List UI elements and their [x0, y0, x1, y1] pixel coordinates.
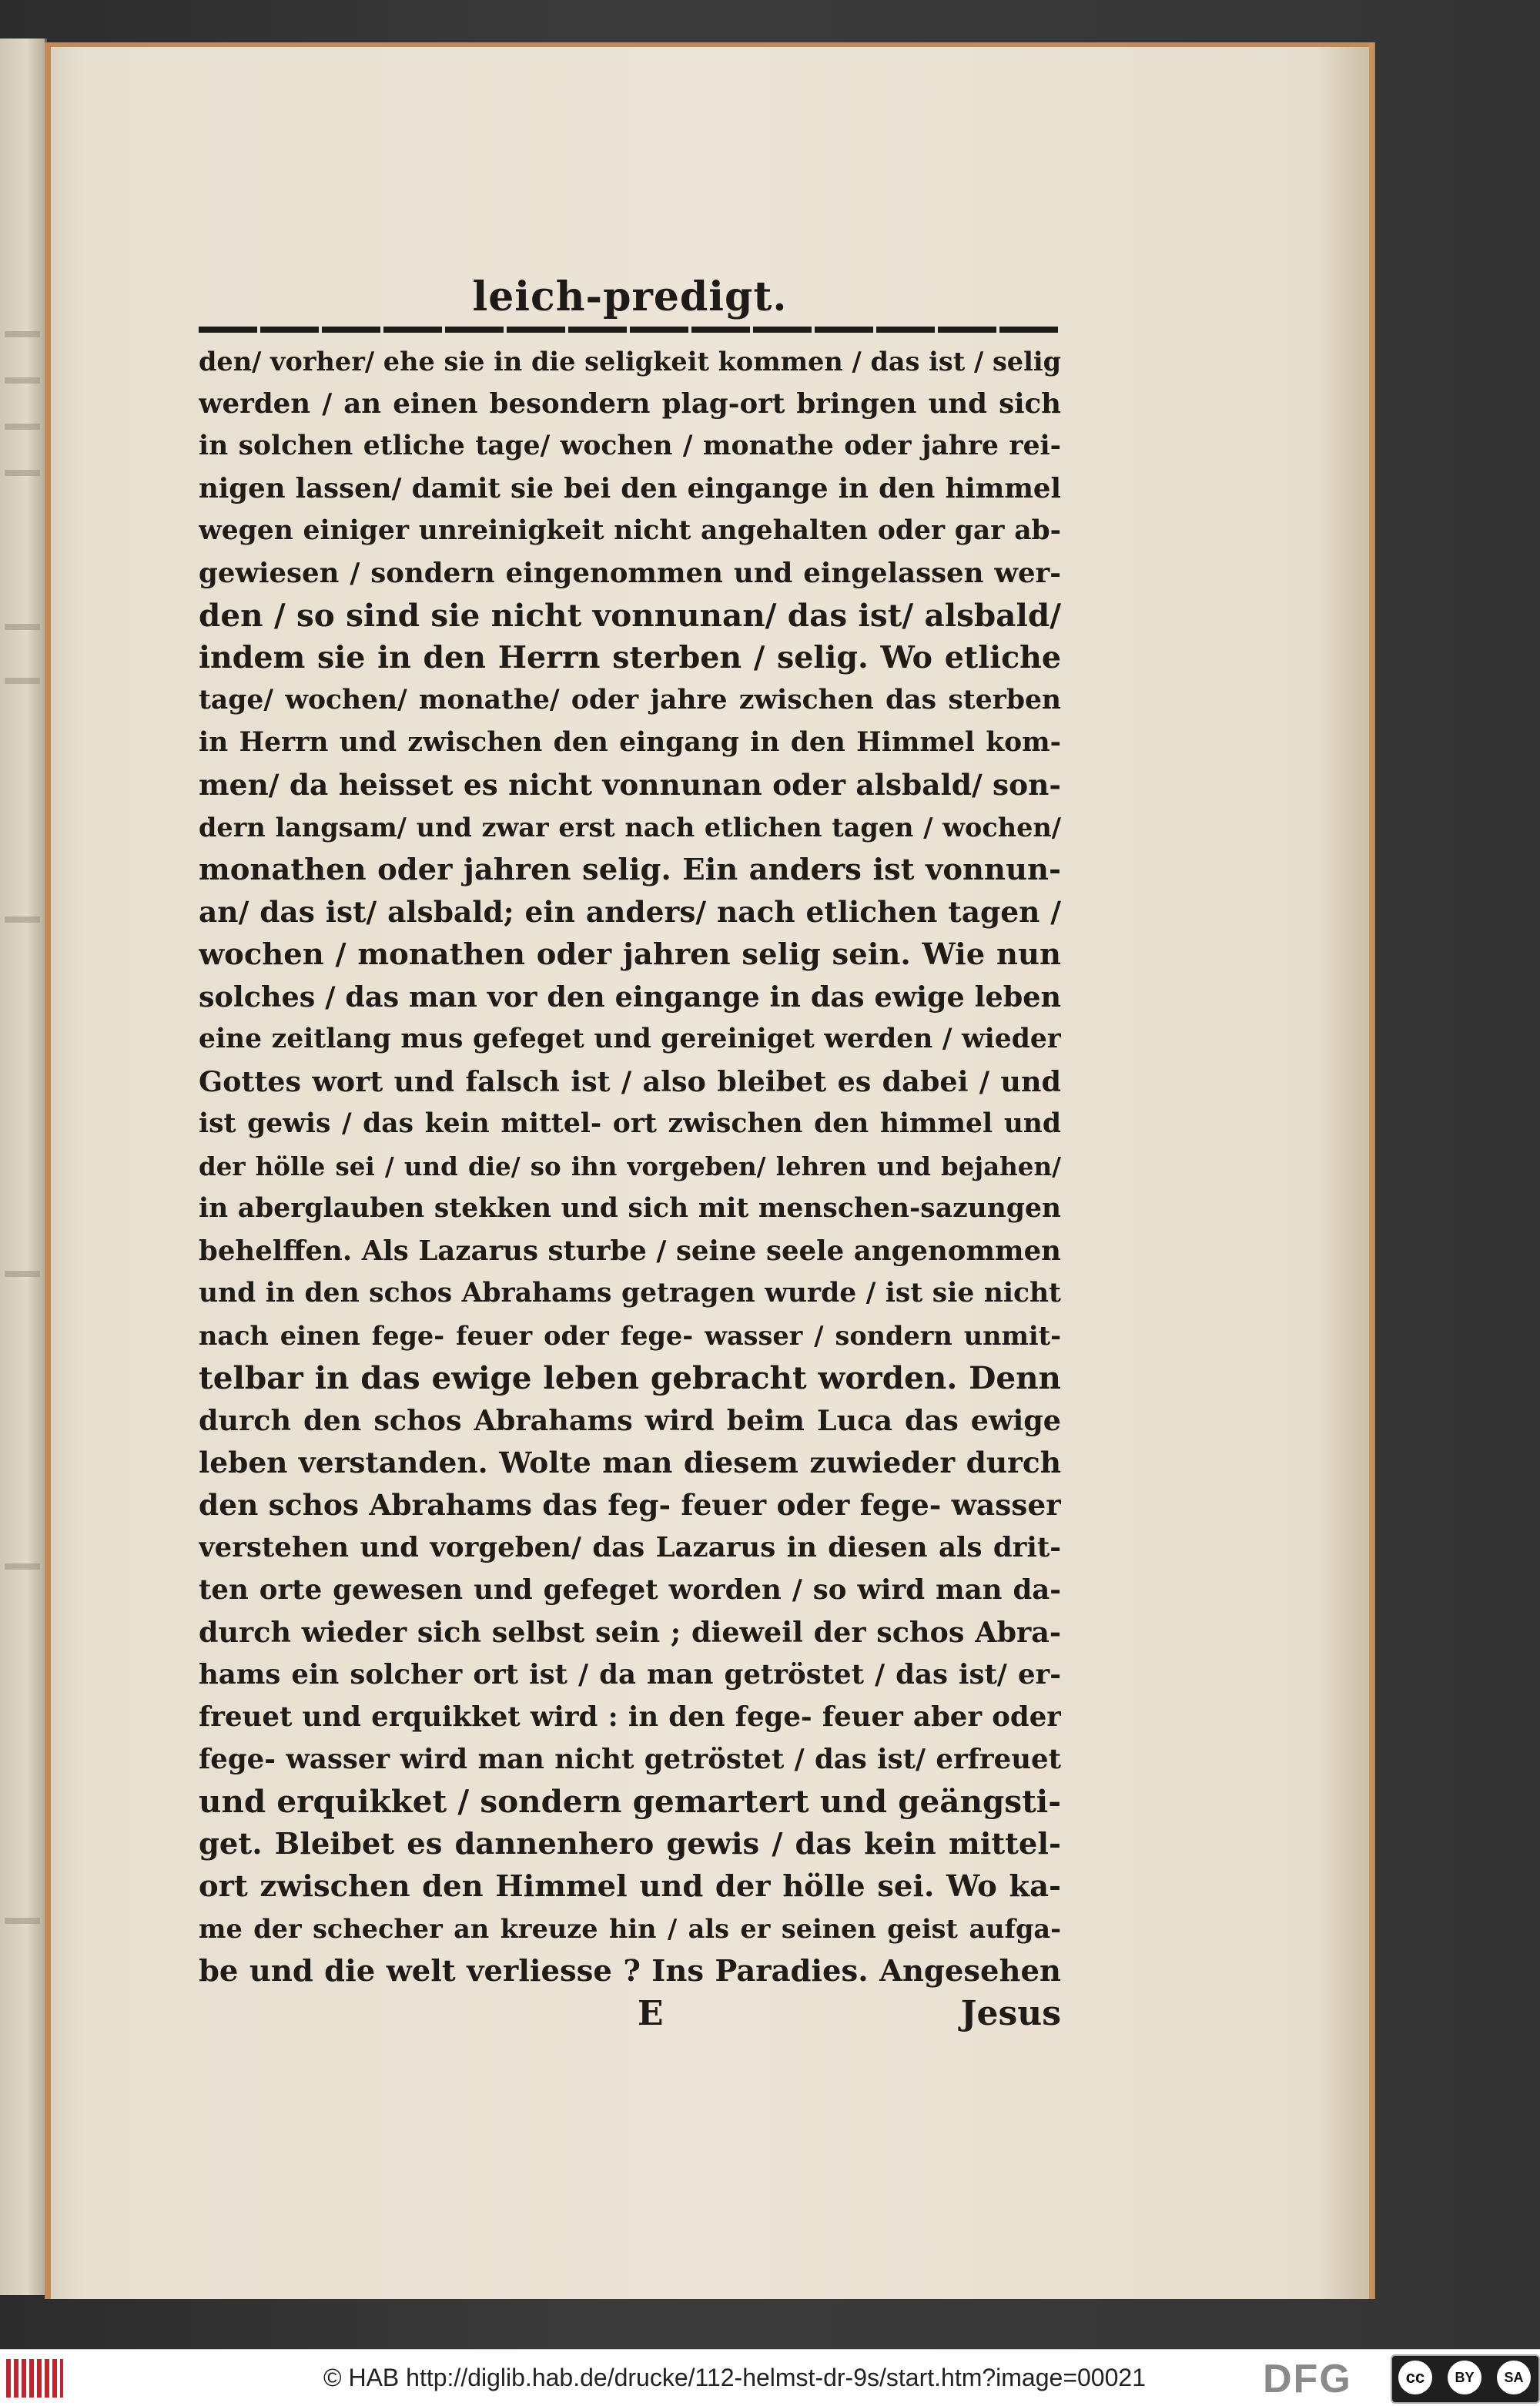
facing-text-fragment: [5, 916, 40, 923]
facing-text-fragment: [5, 1918, 40, 1924]
page-foot: [199, 1994, 1061, 2040]
page-content: [199, 273, 1061, 2040]
text-line: an/ das ist/ alsbald; ein anders/ nach etlichen tagen /: [199, 895, 1061, 929]
text-line: und erquikket / sondern gemartert und geängsti-: [199, 1783, 1061, 1820]
text-line: leben verstanden. Wolte man diesem zuwieder durch: [199, 1446, 1061, 1479]
text-line: monathen oder jahren selig. Ein anders ist vonnun-: [199, 853, 1061, 887]
text-line: ort zwischen den Himmel und der hölle sei. Wo ka-: [199, 1869, 1061, 1904]
sa-icon: SA: [1497, 2361, 1531, 2394]
text-line: freuet und erquikket wird : in den fege- feuer aber oder: [199, 1701, 1061, 1733]
book-page: [45, 42, 1374, 2299]
text-line: verstehen und vorgeben/ das Lazarus in diesen als drit-: [199, 1532, 1061, 1563]
text-line: und in den schos Abrahams getragen wurde / ist sie nicht: [199, 1278, 1061, 1309]
text-line: men/ da heisset es nicht vonnunan oder alsbald/ son-: [199, 768, 1061, 802]
signature-mark: E: [638, 1994, 664, 2033]
text-line: behelffen. Als Lazarus sturbe / seine seele angenommen: [199, 1235, 1061, 1267]
cc-license-badge[interactable]: [1391, 2354, 1540, 2404]
text-line: telbar in das ewige leben gebracht worden. Denn: [199, 1359, 1061, 1396]
text-line: den schos Abrahams das feg- feuer oder fege- wasser: [199, 1488, 1061, 1522]
body-text: [199, 340, 1061, 1992]
text-line: indem sie in den Herrn sterben / selig. Wo etliche: [199, 640, 1061, 675]
text-line: get. Bleibet es dannenhero gewis / das kein mittel-: [199, 1827, 1061, 1861]
text-line: tage/ wochen/ monathe/ oder jahre zwischen das sterben: [199, 685, 1061, 715]
catchword: Jesus: [960, 1994, 1061, 2033]
text-line: wochen / monathen oder jahren selig sein. Wie nun: [199, 937, 1061, 972]
footer-bar: [0, 2349, 1540, 2406]
text-line: gewiesen / sondern eingenommen und eingelassen wer-: [199, 558, 1061, 589]
text-line: den / so sind sie nicht vonnunan/ das ist/ alsbald/: [199, 597, 1061, 634]
facing-page-edge: [0, 39, 47, 2295]
facing-text-fragment: [5, 1563, 40, 1570]
text-line: solches / das man vor den eingange in das ewige leben: [199, 980, 1061, 1014]
text-line: Gottes wort und falsch ist / also bleibet es dabei / und: [199, 1065, 1061, 1098]
text-line: der hölle sei / und die/ so ihn vorgeben/ lehren und bejahen/: [199, 1151, 1061, 1181]
text-line: durch wieder sich selbst sein ; dieweil der schos Abra-: [199, 1616, 1061, 1649]
text-line: durch den schos Abrahams wird beim Luca das ewige: [199, 1404, 1061, 1437]
facing-text-fragment: [5, 624, 40, 630]
text-line: me der schecher an kreuze hin / als er seinen geist aufga-: [199, 1914, 1061, 1944]
text-line: nigen lassen/ damit sie bei den eingange in den himmel: [199, 473, 1061, 504]
text-line: werden / an einen besondern plag-ort bringen und sich: [199, 388, 1061, 420]
source-credit-link[interactable]: © HAB http://diglib.hab.de/drucke/112-helmst-dr-9s/start.htm?image=00021: [323, 2364, 1146, 2391]
facing-text-fragment: [5, 1271, 40, 1277]
text-line: be und die welt verliesse ? Ins Paradies. Angesehen: [199, 1954, 1061, 1989]
cc-icon: cc: [1398, 2361, 1432, 2394]
hab-logo-icon: [6, 2359, 63, 2398]
facing-text-fragment: [5, 678, 40, 684]
running-head: leich-predigt.: [472, 273, 788, 320]
by-icon: BY: [1448, 2361, 1481, 2394]
facing-text-fragment: [5, 377, 40, 384]
text-line: eine zeitlang mus gefeget und gereiniget werden / wieder: [199, 1024, 1061, 1054]
text-line: ist gewis / das kein mittel- ort zwischen den himmel und: [199, 1108, 1061, 1139]
facing-text-fragment: [5, 424, 40, 430]
text-line: hams ein solcher ort ist / da man getröstet / das ist/ er-: [199, 1659, 1061, 1691]
text-line: in solchen etliche tage/ wochen / monathe oder jahre rei-: [199, 431, 1061, 461]
text-line: fege- wasser wird man nicht getröstet / das ist/ erfreuet: [199, 1744, 1061, 1775]
text-line: dern langsam/ und zwar erst nach etlichen tagen / wochen/: [199, 813, 1061, 843]
facing-text-fragment: [5, 331, 40, 337]
text-line: in Herrn und zwischen den eingang in den Himmel kom-: [199, 727, 1061, 758]
text-line: wegen einiger unreinigkeit nicht angehalten oder gar ab-: [199, 515, 1061, 546]
text-line: nach einen fege- feuer oder fege- wasser / sondern unmit-: [199, 1321, 1061, 1351]
text-line: in aberglauben stekken und sich mit menschen-sazungen: [199, 1193, 1061, 1224]
header-rule: [199, 327, 1061, 333]
dfg-logo: DFG: [1263, 2357, 1352, 2401]
text-line: den/ vorher/ ehe sie in die seligkeit kommen / das ist / selig: [199, 347, 1061, 377]
text-line: ten orte gewesen und gefeget worden / so wird man da-: [199, 1574, 1061, 1606]
facing-text-fragment: [5, 470, 40, 476]
